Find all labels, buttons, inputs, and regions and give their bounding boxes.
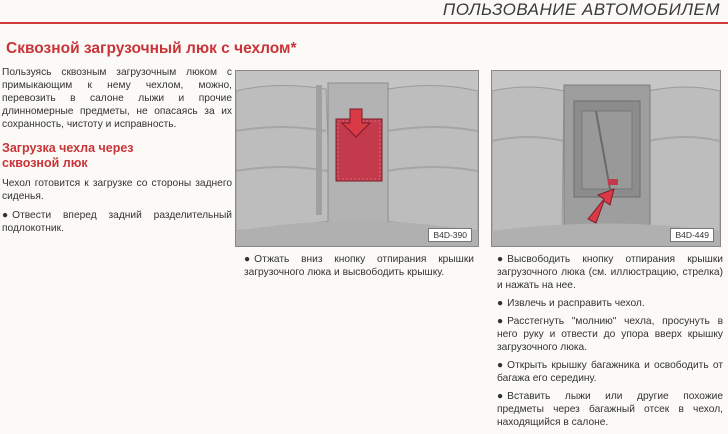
bullet-text: Извлечь и расправить чехол. — [507, 298, 645, 309]
caption-bullet — [497, 297, 723, 310]
body-paragraph: Чехол готовится к загрузке со стороны заднего сиденья. — [2, 178, 232, 202]
caption-bullet — [497, 253, 723, 292]
bullet-text: Расстегнуть "молнию" чехла, просунуть в него руку и отвести до упора вверх крышку загрузочного люка. — [497, 316, 723, 353]
caption-bullet — [497, 315, 723, 354]
bullet-icon: ● — [497, 316, 504, 327]
left-bullet — [2, 209, 232, 235]
bullet-text: Отжать вниз кнопку отпирания крышки загрузочного люка и высвободить крышку. — [244, 254, 474, 278]
bullet-icon: ● — [244, 254, 251, 265]
bullet-icon: ● — [2, 210, 9, 221]
intro-paragraph: Пользуясь сквозным загрузочным люком с примыкающим к нему чехлом, можно, перевозить в салоне лыжи и прочие длинномерные предметы, не опасаясь за их сохранность, чистоту и исправность. — [2, 67, 232, 130]
left-column — [0, 66, 232, 241]
figure-code: B4D-390 — [428, 228, 472, 242]
seat-illustration — [236, 71, 478, 246]
figure-hatch-button — [235, 70, 479, 247]
bullet-text: Отвести вперед задний разделительный подлокотник. — [2, 210, 232, 234]
subheading: Загрузка чехла через сквозной люк — [2, 141, 134, 170]
bullet-text: Открыть крышку багажника и освободить от багажа его середину. — [497, 360, 723, 384]
figure1-caption — [244, 253, 474, 285]
figure-code: B4D-449 — [670, 228, 714, 242]
bullet-icon: ● — [497, 254, 504, 265]
page-header — [0, 0, 728, 23]
bullet-icon: ● — [497, 391, 504, 402]
section-title: ПОЛЬЗОВАНИЕ АВТОМОБИЛЕМ — [442, 0, 720, 19]
bullet-text: Вставить лыжи или другие похожие предметы через багажный отсек в чехол, находящийся в салоне. — [497, 391, 723, 428]
bullet-icon: ● — [497, 360, 504, 371]
bullet-icon: ● — [497, 298, 504, 309]
caption-bullet — [497, 390, 723, 429]
page-title: Сквозной загрузочный люк с чехлом* — [6, 40, 297, 57]
bullet-text: Высвободить кнопку отпирания крышки загрузочного люка (см. иллюстрацию, стрелка) и нажать на нее. — [497, 254, 723, 291]
armrest-illustration — [492, 71, 720, 246]
caption-bullet — [497, 359, 723, 385]
caption-bullet — [244, 253, 474, 279]
figure-release-button — [491, 70, 721, 247]
header-rule — [0, 22, 728, 24]
figure2-caption — [497, 253, 723, 434]
